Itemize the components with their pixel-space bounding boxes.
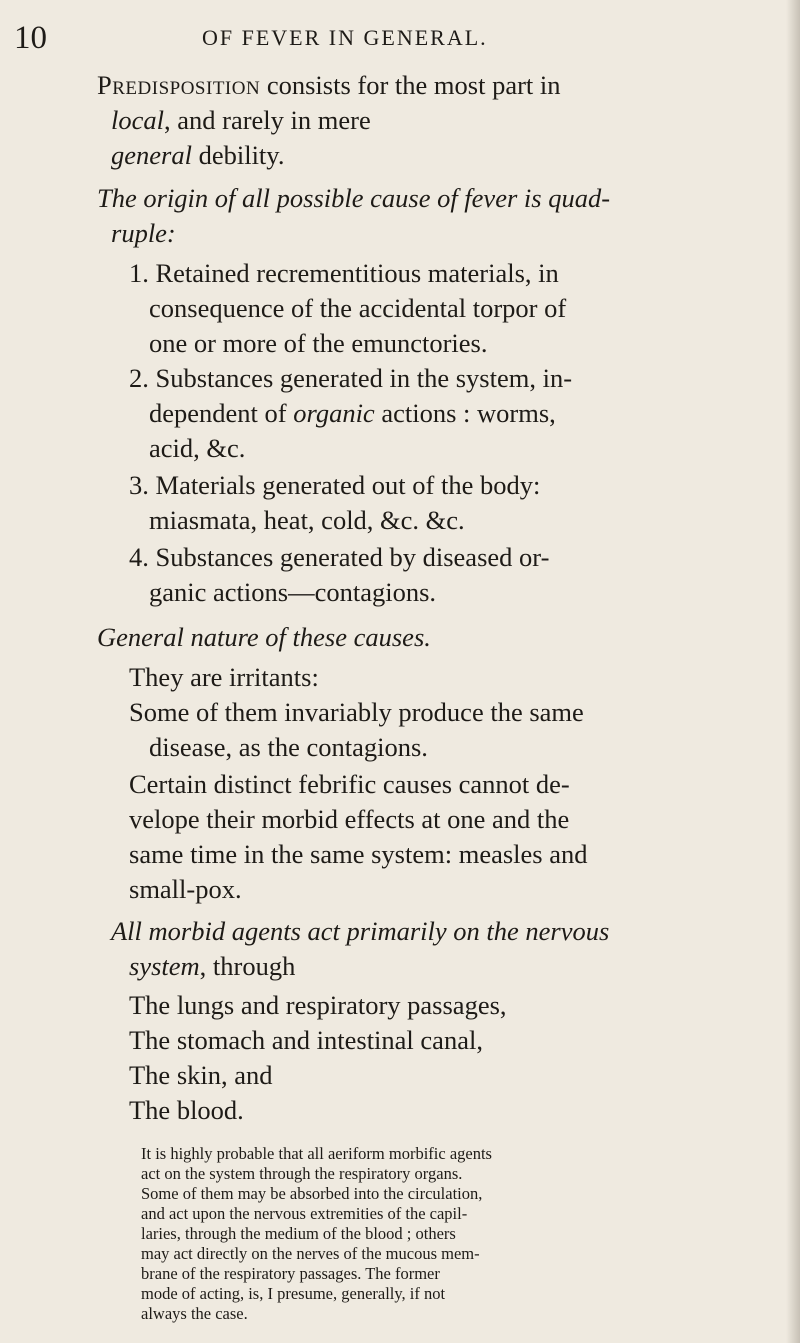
text-line: The blood. xyxy=(129,1095,244,1125)
section-heading: General nature of these causes. xyxy=(97,622,431,652)
note-line: laries, through the medium of the blood ; others xyxy=(141,1224,456,1243)
note-line: and act upon the nervous extremities of the capil- xyxy=(141,1204,468,1223)
text-line: ganic actions—contagions. xyxy=(149,577,437,607)
text-line: disease, as the contagions. xyxy=(149,732,428,762)
text-line: The lungs and respiratory passages, xyxy=(129,990,507,1020)
text-line: general debility. xyxy=(111,140,285,170)
text-line: The stomach and intestinal canal, xyxy=(129,1025,483,1055)
page-number: 10 xyxy=(14,20,47,56)
text-line: Some of them invariably produce the same xyxy=(129,697,584,727)
text-line: same time in the same system: measles and xyxy=(129,839,588,869)
text-line: system, through xyxy=(129,951,296,981)
note-line: brane of the respiratory passages. The former xyxy=(141,1264,440,1283)
page-header xyxy=(14,8,774,68)
text-line: The skin, and xyxy=(129,1060,273,1090)
section-heading: The origin of all possible cause of fever is quad- xyxy=(97,183,611,213)
note-line: Some of them may be absorbed into the circulation, xyxy=(141,1184,483,1203)
text-line: dependent of organic actions : worms, xyxy=(149,398,556,428)
running-title: OF FEVER IN GENERAL. xyxy=(202,25,488,50)
note-line: may act directly on the nerves of the mucous mem- xyxy=(141,1244,480,1263)
text-line: local, and rarely in mere xyxy=(111,105,371,135)
section-heading: ruple: xyxy=(111,218,176,248)
text-line: They are irritants: xyxy=(129,662,319,692)
note-line: always the case. xyxy=(141,1304,248,1323)
text-line: Certain distinct febrific causes cannot de- xyxy=(129,769,570,799)
list-item: 4. Substances generated by diseased or- xyxy=(129,542,550,572)
text-line: miasmata, heat, cold, &c. &c. xyxy=(149,505,465,535)
section-heading: All morbid agents act primarily on the nervous xyxy=(111,916,610,946)
list-item: 1. Retained recrementitious materials, in xyxy=(129,258,559,288)
note-line: mode of acting, is, I presume, generally, if not xyxy=(141,1284,446,1303)
text-line: Predisposition consists for the most part in xyxy=(97,70,561,100)
text-line: velope their morbid effects at one and the xyxy=(129,804,570,834)
text-line: acid, &c. xyxy=(149,433,246,463)
text-line: small-pox. xyxy=(129,874,242,904)
list-item: 3. Materials generated out of the body: xyxy=(129,470,541,500)
text-line: one or more of the emunctories. xyxy=(149,328,488,358)
list-item: 2. Substances generated in the system, in- xyxy=(129,363,573,393)
note-line: act on the system through the respiratory organs. xyxy=(141,1164,463,1183)
text-line: consequence of the accidental torpor of xyxy=(149,293,567,323)
page-edge-shadow xyxy=(786,0,800,1343)
note-line: It is highly probable that all aeriform morbific agents xyxy=(141,1144,492,1163)
